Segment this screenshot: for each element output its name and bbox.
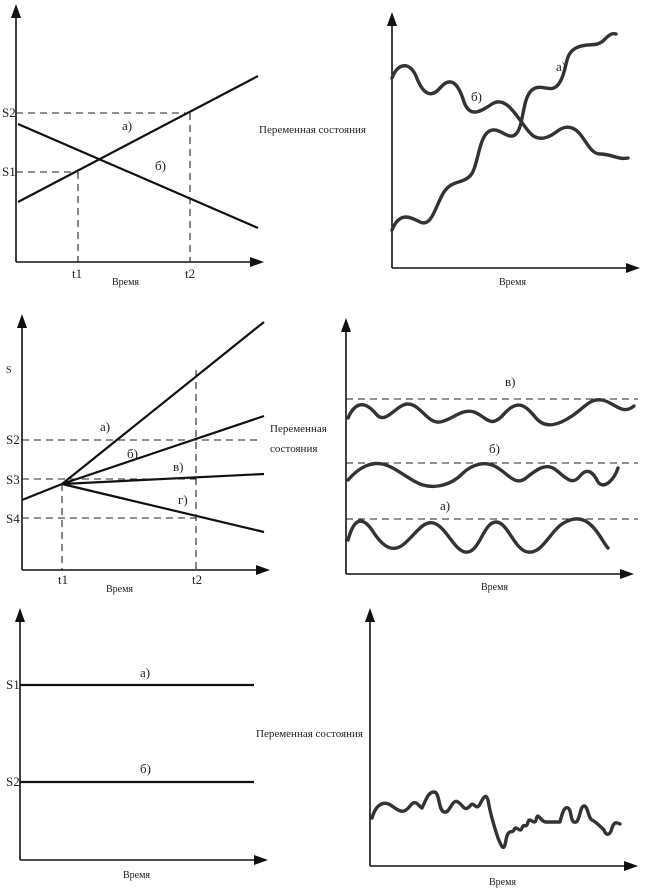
p4-x-label: Время: [481, 582, 509, 593]
panel-4-oscillating-levels: [270, 318, 638, 593]
p2-x-label: Время: [499, 277, 527, 288]
p5-x-arrow: [254, 855, 268, 865]
p6-y-label: Переменная состояния: [256, 728, 363, 740]
p5-label-b: б): [140, 761, 151, 776]
panel-1-linear-trends: [2, 4, 264, 288]
p3-line-g: [62, 484, 264, 532]
p3-label-b: б): [127, 446, 138, 461]
p4-y-arrow: [341, 318, 351, 332]
p3-x-label: Время: [106, 584, 134, 595]
p3-line-a: [62, 322, 264, 484]
p4-wave-v: [348, 400, 634, 425]
p3-label-t1: t1: [58, 572, 69, 587]
p5-y-arrow: [15, 608, 25, 622]
p3-label-a: а): [100, 419, 111, 434]
p2-label-a: а): [556, 59, 567, 74]
p5-label-s2: S2: [6, 774, 20, 789]
p6-y-arrow: [365, 608, 375, 622]
p2-x-arrow: [626, 263, 640, 273]
panel-6-noisy-series: [256, 608, 638, 888]
p6-x-label: Время: [489, 877, 517, 888]
p1-label-t1: t1: [72, 266, 83, 281]
p1-label-b: б): [155, 158, 166, 173]
p3-label-s2: S2: [6, 432, 20, 447]
p2-y-arrow: [387, 12, 397, 26]
p3-label-s4: S4: [6, 511, 20, 526]
p1-x-label: Время: [112, 277, 140, 288]
p5-label-a: а): [140, 665, 151, 680]
p4-label-b: б): [489, 441, 500, 456]
p3-label-g: г): [178, 492, 188, 507]
p3-y-arrow: [17, 314, 27, 328]
p2-wave-a: [392, 34, 616, 230]
panel-3-diverging-trends: [6, 314, 270, 595]
p1-label-a: а): [122, 118, 133, 133]
p3-label-t2: t2: [192, 572, 203, 587]
p1-label-s1: S1: [2, 164, 16, 179]
p1-label-s2: S2: [2, 105, 16, 120]
p6-wave: [372, 792, 620, 847]
p3-label-s3: S3: [6, 472, 20, 487]
p2-label-b: б): [471, 89, 482, 104]
panel-2-crossing-waves: [259, 12, 640, 288]
p4-wave-a: [348, 519, 608, 552]
p1-x-arrow: [250, 257, 264, 267]
p1-y-arrow: [11, 4, 21, 18]
p2-wave-b: [392, 66, 628, 159]
p1-label-t2: t2: [185, 266, 196, 281]
p3-label-v: в): [173, 459, 184, 474]
p4-wave-b: [348, 464, 618, 487]
p3-line-v: [62, 474, 264, 484]
p3-label-s: S: [6, 365, 12, 376]
p5-x-label: Время: [123, 870, 151, 881]
panel-5-constant-levels: [6, 608, 268, 881]
p2-y-label: Переменная состояния: [259, 124, 366, 136]
p3-x-arrow: [256, 565, 270, 575]
p4-x-arrow: [620, 569, 634, 579]
p5-label-s1: S1: [6, 677, 20, 692]
p4-y-label-line2: состояния: [270, 443, 318, 455]
p4-y-label-line1: Переменная: [270, 423, 327, 435]
p3-line-start: [22, 484, 62, 500]
p4-label-v: в): [505, 374, 516, 389]
p4-label-a: а): [440, 498, 451, 513]
p3-line-b: [62, 416, 264, 484]
p6-x-arrow: [624, 861, 638, 871]
